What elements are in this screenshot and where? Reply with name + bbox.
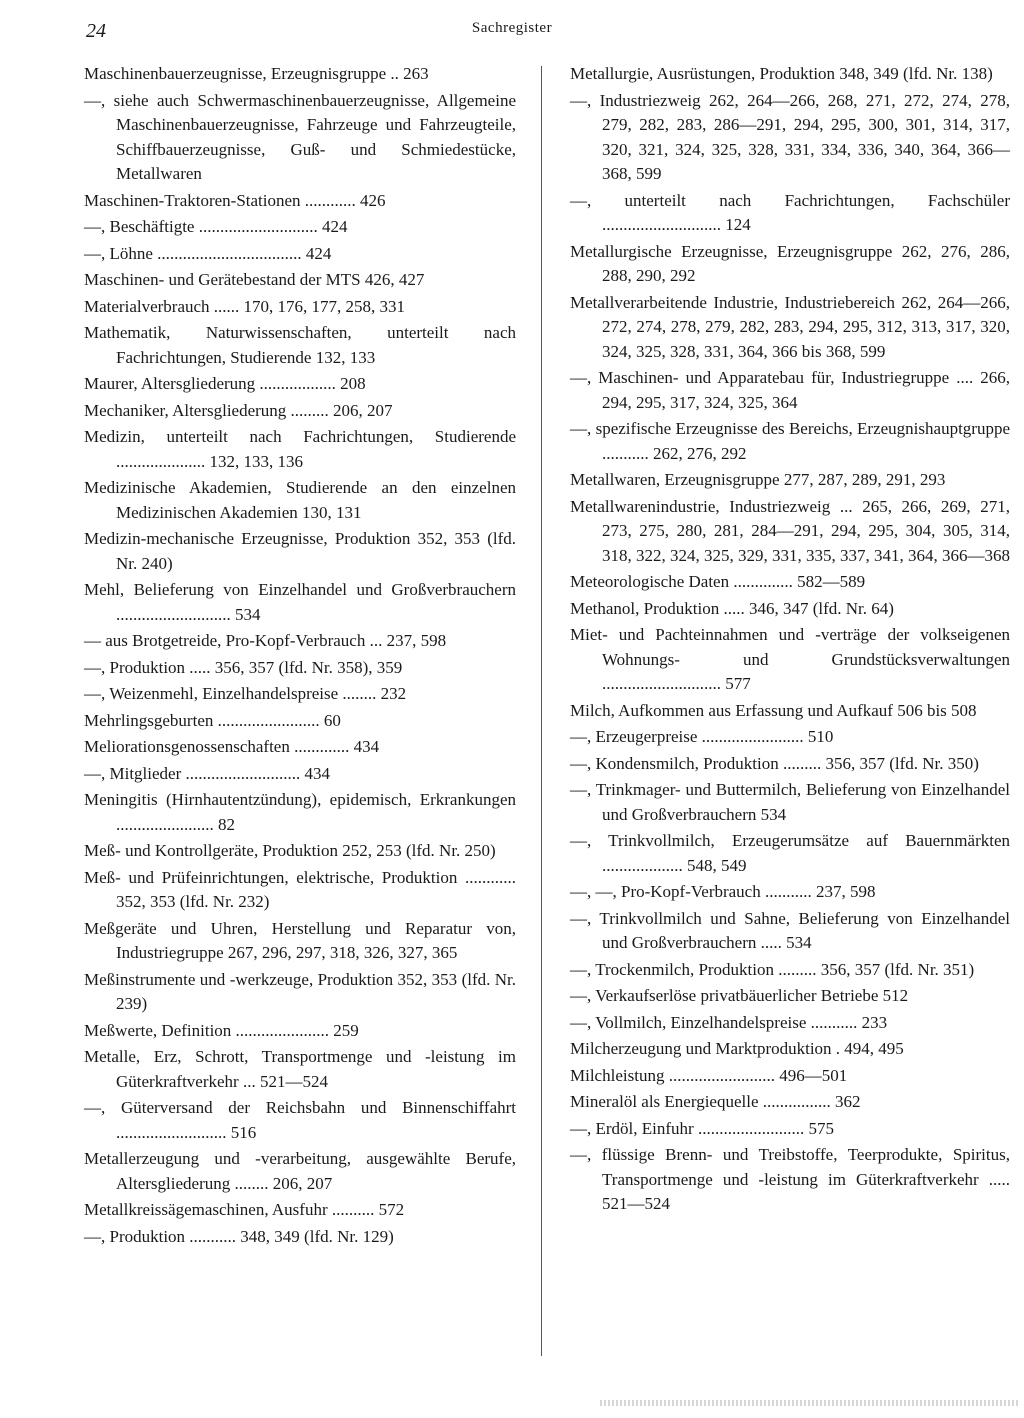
index-entry: Medizin-mechanische Erzeugnisse, Produktion 352, 353 (lfd. Nr. 240) [84, 529, 516, 573]
index-entry: Mechaniker, Altersgliederung ......... 206, 207 [84, 400, 393, 420]
index-entry: Meningitis (Hirnhautentzündung), epidemisch, Erkrankungen ....................... 82 [84, 790, 516, 834]
index-entry: Maurer, Altersgliederung .................. 208 [84, 374, 366, 393]
index-entry: Meßwerte, Definition ...................... 259 [84, 1020, 359, 1040]
scan-artifact-rule [600, 1400, 1020, 1406]
index-entry: —, Erdöl, Einfuhr ......................... 575 [570, 1118, 834, 1138]
index-entry: —, Produktion ..... 356, 357 (lfd. Nr. 358), 359 [84, 657, 403, 677]
index-entry: Metallwarenindustrie, Industriezweig ... 265, 266, 269, 271, 273, 275, 280, 281, 284—291, 294, 295, 304, 305, 314, 318, 322, 324, 325, 329, 331, 335, 337, 341, 364, 366—368 [570, 496, 1010, 565]
index-column-left [84, 62, 516, 1251]
index-entry: Meß- und Kontrollgeräte, Produktion 252, 253 (lfd. Nr. 250) [84, 841, 496, 860]
index-entry: —, Erzeugerpreise ........................ 510 [570, 727, 834, 746]
index-entry: —, Produktion ........... 348, 349 (lfd. Nr. 129) [84, 1226, 394, 1246]
index-entry: Maschinen-Traktoren-Stationen ............ 426 [84, 190, 386, 210]
page-number: 24 [86, 20, 106, 42]
index-entry: Maschinenbauerzeugnisse, Erzeugnisgruppe .. 263 [84, 64, 429, 83]
index-entry: Meliorationsgenossenschaften ............. 434 [84, 737, 380, 756]
index-entry: —, spezifische Erzeugnisse des Bereichs, Erzeugnishauptgruppe ........... 262, 276, 292 [570, 419, 1010, 463]
index-entry: Mathematik, Naturwissenschaften, unterteilt nach Fachrichtungen, Studierende 132, 133 [84, 323, 516, 367]
index-entry: —, flüssige Brenn- und Treibstoffe, Teerprodukte, Spiritus, Transportmenge und -leistung im Güterkraftverkehr ..... 521—524 [570, 1145, 1010, 1213]
index-entry: Milchleistung ......................... 496—501 [570, 1065, 848, 1085]
index-entry: —, Weizenmehl, Einzelhandelspreise ........ 232 [84, 684, 407, 703]
index-entry: Metallverarbeitende Industrie, Industriebereich 262, 264—266, 272, 274, 278, 279, 282, 283, 294, 295, 312, 313, 317, 320, 324, 325, 328, 331, 364, 366 bis 368, 599 [570, 292, 1010, 361]
column-divider [541, 66, 542, 1356]
index-entry: Meteorologische Daten .............. 582—589 [570, 572, 866, 591]
index-entry: Methanol, Produktion ..... 346, 347 (lfd. Nr. 64) [570, 598, 894, 618]
index-entry: —, Vollmilch, Einzelhandelspreise ........... 233 [570, 1012, 888, 1032]
index-entry: Milcherzeugung und Marktproduktion . 494, 495 [570, 1039, 904, 1058]
index-entry: —, Trinkvollmilch, Erzeugerumsätze auf Bauernmärkten ................... 548, 549 [570, 831, 1010, 875]
index-entry: —, Trinkmager- und Buttermilch, Belieferung von Einzelhandel und Großverbrauchern 534 [570, 780, 1010, 824]
index-entry: Metallkreissägemaschinen, Ausfuhr .......... 572 [84, 1200, 405, 1219]
index-entry: —, Beschäftigte ............................ 424 [84, 217, 348, 236]
index-entry: —, Industriezweig 262, 264—266, 268, 271, 272, 274, 278, 279, 282, 283, 286—291, 294, 295, 300, 301, 314, 317, 320, 321, 324, 325, 328, 331, 334, 336, 340, 364, 366—368, 599 [570, 90, 1010, 183]
index-entry: —, —, Pro-Kopf-Verbrauch ........... 237, 598 [570, 882, 876, 901]
index-entry: —, Trinkvollmilch und Sahne, Belieferung von Einzelhandel und Großverbrauchern ..... 534 [570, 908, 1010, 952]
index-entry: —, unterteilt nach Fachrichtungen, Fachschüler ............................ 124 [570, 190, 1010, 234]
index-entry: Meßgeräte und Uhren, Herstellung und Reparatur von, Industriegruppe 267, 296, 297, 318, 326, 327, 365 [84, 918, 516, 962]
index-entry: Mehrlingsgeburten ........................ 60 [84, 710, 341, 730]
index-entry: Meßinstrumente und -werkzeuge, Produktion 352, 353 (lfd. Nr. 239) [84, 969, 516, 1013]
index-entry: Metallurgische Erzeugnisse, Erzeugnisgruppe 262, 276, 286, 288, 290, 292 [570, 241, 1010, 285]
index-entry: Metallerzeugung und -verarbeitung, ausgewählte Berufe, Altersgliederung ........ 206, 207 [84, 1149, 516, 1193]
index-entry: Mehl, Belieferung von Einzelhandel und Großverbrauchern ........................... 534 [84, 580, 516, 624]
index-entry: —, Verkaufserlöse privatbäuerlicher Betriebe 512 [570, 986, 909, 1005]
index-entry: Metalle, Erz, Schrott, Transportmenge und -leistung im Güterkraftverkehr ... 521—524 [84, 1047, 516, 1091]
running-head: Sachregister [471, 20, 553, 36]
index-entry: —, Maschinen- und Apparatebau für, Industriegruppe .... 266, 294, 295, 317, 324, 325, 364 [570, 368, 1010, 412]
index-entry: Medizinische Akademien, Studierende an den einzelnen Medizinischen Akademien 130, 131 [84, 478, 516, 522]
index-entry: Mineralöl als Energiequelle ................ 362 [570, 1092, 861, 1111]
index-entry: Metallurgie, Ausrüstungen, Produktion 348, 349 (lfd. Nr. 138) [570, 64, 993, 83]
index-entry: —, Kondensmilch, Produktion ......... 356, 357 (lfd. Nr. 350) [570, 753, 979, 773]
index-entry: —, Trockenmilch, Produktion ......... 356, 357 (lfd. Nr. 351) [570, 959, 975, 979]
index-column-right [570, 62, 1010, 1219]
index-entry: Metallwaren, Erzeugnisgruppe 277, 287, 289, 291, 293 [570, 470, 946, 489]
index-entry: —, Güterversand der Reichsbahn und Binnenschiffahrt .......................... 516 [84, 1098, 516, 1142]
index-entry: Meß- und Prüfeinrichtungen, elektrische, Produktion ............ 352, 353 (lfd. Nr. 232) [84, 867, 516, 911]
index-entry: Maschinen- und Gerätebestand der MTS 426, 427 [84, 270, 425, 289]
index-entry: —, Löhne .................................. 424 [84, 243, 332, 263]
index-entry: Miet- und Pachteinnahmen und -verträge der volkseigenen Wohnungs- und Grundstücksverwaltungen ............................ 577 [570, 625, 1010, 693]
index-entry: — aus Brotgetreide, Pro-Kopf-Verbrauch ... 237, 598 [84, 631, 447, 650]
index-entry: Materialverbrauch ...... 170, 176, 177, 258, 331 [84, 296, 406, 316]
index-entry: Medizin, unterteilt nach Fachrichtungen, Studierende ..................... 132, 133, 136 [84, 427, 516, 471]
index-entry: —, Mitglieder ........................... 434 [84, 763, 331, 783]
index-entry: Milch, Aufkommen aus Erfassung und Aufkauf 506 bis 508 [570, 700, 977, 720]
index-entry: —, siehe auch Schwermaschinenbauerzeugnisse, Allgemeine Maschinenbauerzeugnisse, Fahrzeuge und Fahrzeugteile, Schiffbauerzeugnisse, Guß- und Schmiedestücke, Metallwaren [84, 90, 516, 183]
